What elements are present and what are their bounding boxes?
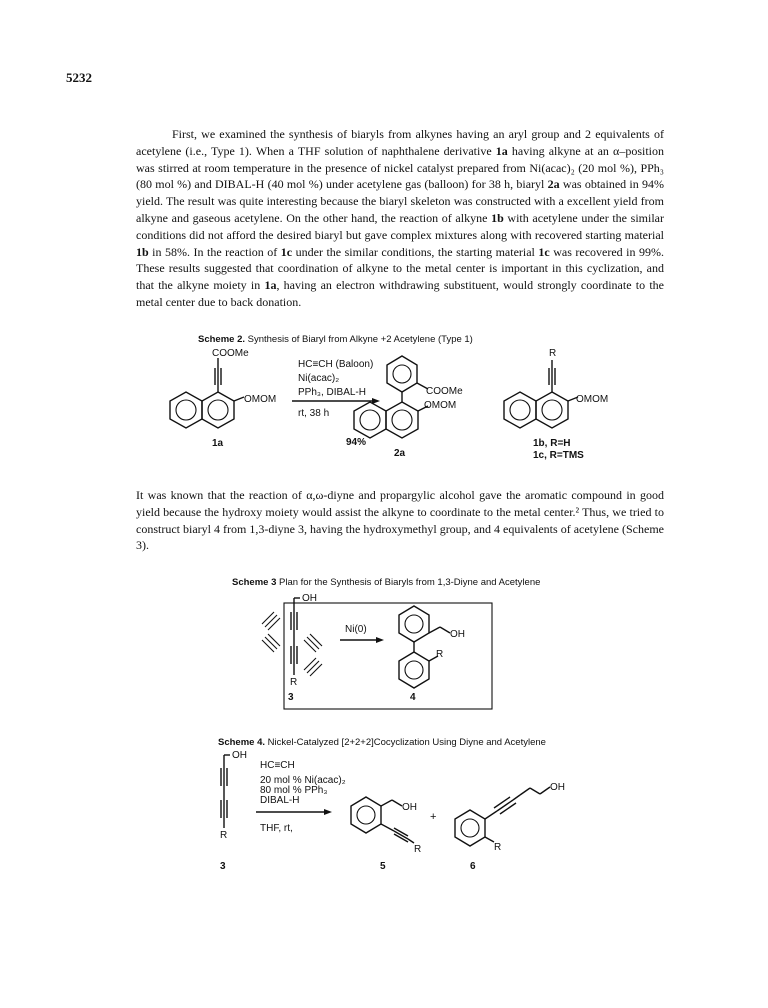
para1-text-3: was obtained in 94% yield. The result was quite interesting because the biaryl skeleton was constructed with a excellent yield from alkyne and gaseous acetylene. On the other hand, the reaction of alkyne — [136, 177, 664, 225]
yield-label: 94% — [346, 437, 367, 448]
r-label: R — [290, 677, 298, 688]
compound-3-label: 3 — [220, 861, 226, 872]
product-cooMe-label: COOMe — [426, 386, 463, 397]
compound-ref: 1a — [495, 143, 508, 158]
compound-1a-label: 1a — [212, 438, 224, 449]
condition-time: rt, 38 h — [298, 408, 330, 419]
r-label: R — [220, 830, 228, 841]
compound-1c-label: 1c, R=TMS — [533, 450, 584, 461]
condition-ligand: PPh₃, DIBAL-H — [298, 387, 366, 398]
cooMe-label: COOMe — [212, 348, 249, 359]
condition-ligand: 80 mol % PPh₃ — [260, 785, 328, 796]
reaction-arrow-head — [324, 809, 332, 815]
compound-5-label: 5 — [380, 861, 386, 872]
compound-ref: 1a — [264, 278, 277, 293]
compound-ref: 1b — [136, 244, 149, 259]
oh-label-5: OH — [402, 802, 417, 813]
plus-sign: + — [430, 811, 437, 823]
oh-label: OH — [302, 593, 317, 604]
compound-3-label: 3 — [288, 692, 294, 703]
condition-reductant: DIBAL-H — [260, 795, 300, 806]
compound-ref: 2a — [547, 177, 560, 192]
compound-4-label: 4 — [410, 692, 416, 703]
para1-text-8: , having an electron withdrawing substituent, would strongly coordinate to the metal center due to back donation. — [136, 278, 664, 309]
r-label-2: R — [436, 649, 444, 660]
para1-text-7: was recovered in 99%. These results suggested that coordination of alkyne to the metal center is important in this cyclization, and that the alkyne moiety in — [136, 244, 664, 293]
para1-text-6: under the similar conditions, the starting material — [292, 244, 539, 259]
omom-label: OMOM — [244, 394, 277, 405]
oh-label-2: OH — [450, 629, 465, 640]
r-label-6: R — [494, 842, 502, 853]
scheme-4-label: Scheme 4. — [218, 737, 265, 748]
scheme-2-title: Synthesis of Biaryl from Alkyne +2 Acetylene (Type 1) — [245, 334, 473, 345]
para1-text-4: with acetylene under the similar conditions did not afford the desired biaryl but gave complex mixtures along with recovered starting material — [136, 210, 664, 242]
condition-acetylene: HC≡CH — [260, 760, 295, 771]
reagent-label: Ni(0) — [345, 624, 367, 635]
compound-6-label: 6 — [470, 861, 476, 872]
paragraph-2: It was known that the reaction of α,ω-diyne and propargylic alcohol gave the aromatic compound in good yield because the hydroxy moiety would assist the alkyne to coordinate to the metal center.² Thus, we tried to construct biaryl 4 from 1,3-diyne 3, having the hydroxymethyl group, and 4 equivalents of acetylene (Scheme 3). — [136, 488, 664, 553]
compound-1b-label: 1b, R=H — [533, 438, 571, 449]
scheme-3-title: Plan for the Synthesis of Biaryls from 1,3-Diyne and Acetylene — [276, 577, 541, 588]
para1-text-2: having alkyne at an α–position was stirred at room temperature in the presence of nickel catalyst prepared from Ni(acac)₂ (20 mol %), PPh₃ (80 mol %) and DIBAL-H (40 mol %) under acetylene gas (balloon) for 38 h, biaryl — [136, 143, 665, 192]
compound-ref: 1b — [491, 210, 504, 225]
scheme-2-label: Scheme 2. — [198, 334, 245, 345]
omom-label-3: OMOM — [576, 394, 609, 405]
scheme-4-title: Nickel-Catalyzed [2+2+2]Cocyclization Using Diyne and Acetylene — [265, 737, 546, 748]
page-number: 5232 — [66, 70, 92, 85]
compound-2a-label: 2a — [394, 448, 406, 459]
para1-text-1: First, we examined the synthesis of biaryls from alkynes having an aryl group and 2 equivalents of acetylene (i.e., Type 1). When a THF solution of naphthalene derivative — [136, 127, 664, 158]
product-omom-label: OMOM — [424, 400, 457, 411]
oh-label: OH — [232, 750, 247, 761]
condition-acetylene: HC≡CH (Baloon) — [298, 359, 374, 370]
r-label-5: R — [414, 844, 422, 855]
condition-ni-catalyst: Ni(acac)₂ — [298, 373, 340, 384]
scheme-3-label: Scheme 3 — [232, 577, 277, 588]
r-group-label: R — [549, 348, 557, 359]
oh-label-6: OH — [550, 782, 565, 793]
compound-ref: 1c — [538, 244, 550, 259]
condition-ni-catalyst: 20 mol % Ni(acac)₂ — [260, 775, 346, 786]
para1-text-5: in 58%. In the reaction of — [148, 244, 281, 259]
compound-ref: 1c — [280, 244, 293, 259]
condition-solvent: THF, rt, — [260, 823, 293, 834]
